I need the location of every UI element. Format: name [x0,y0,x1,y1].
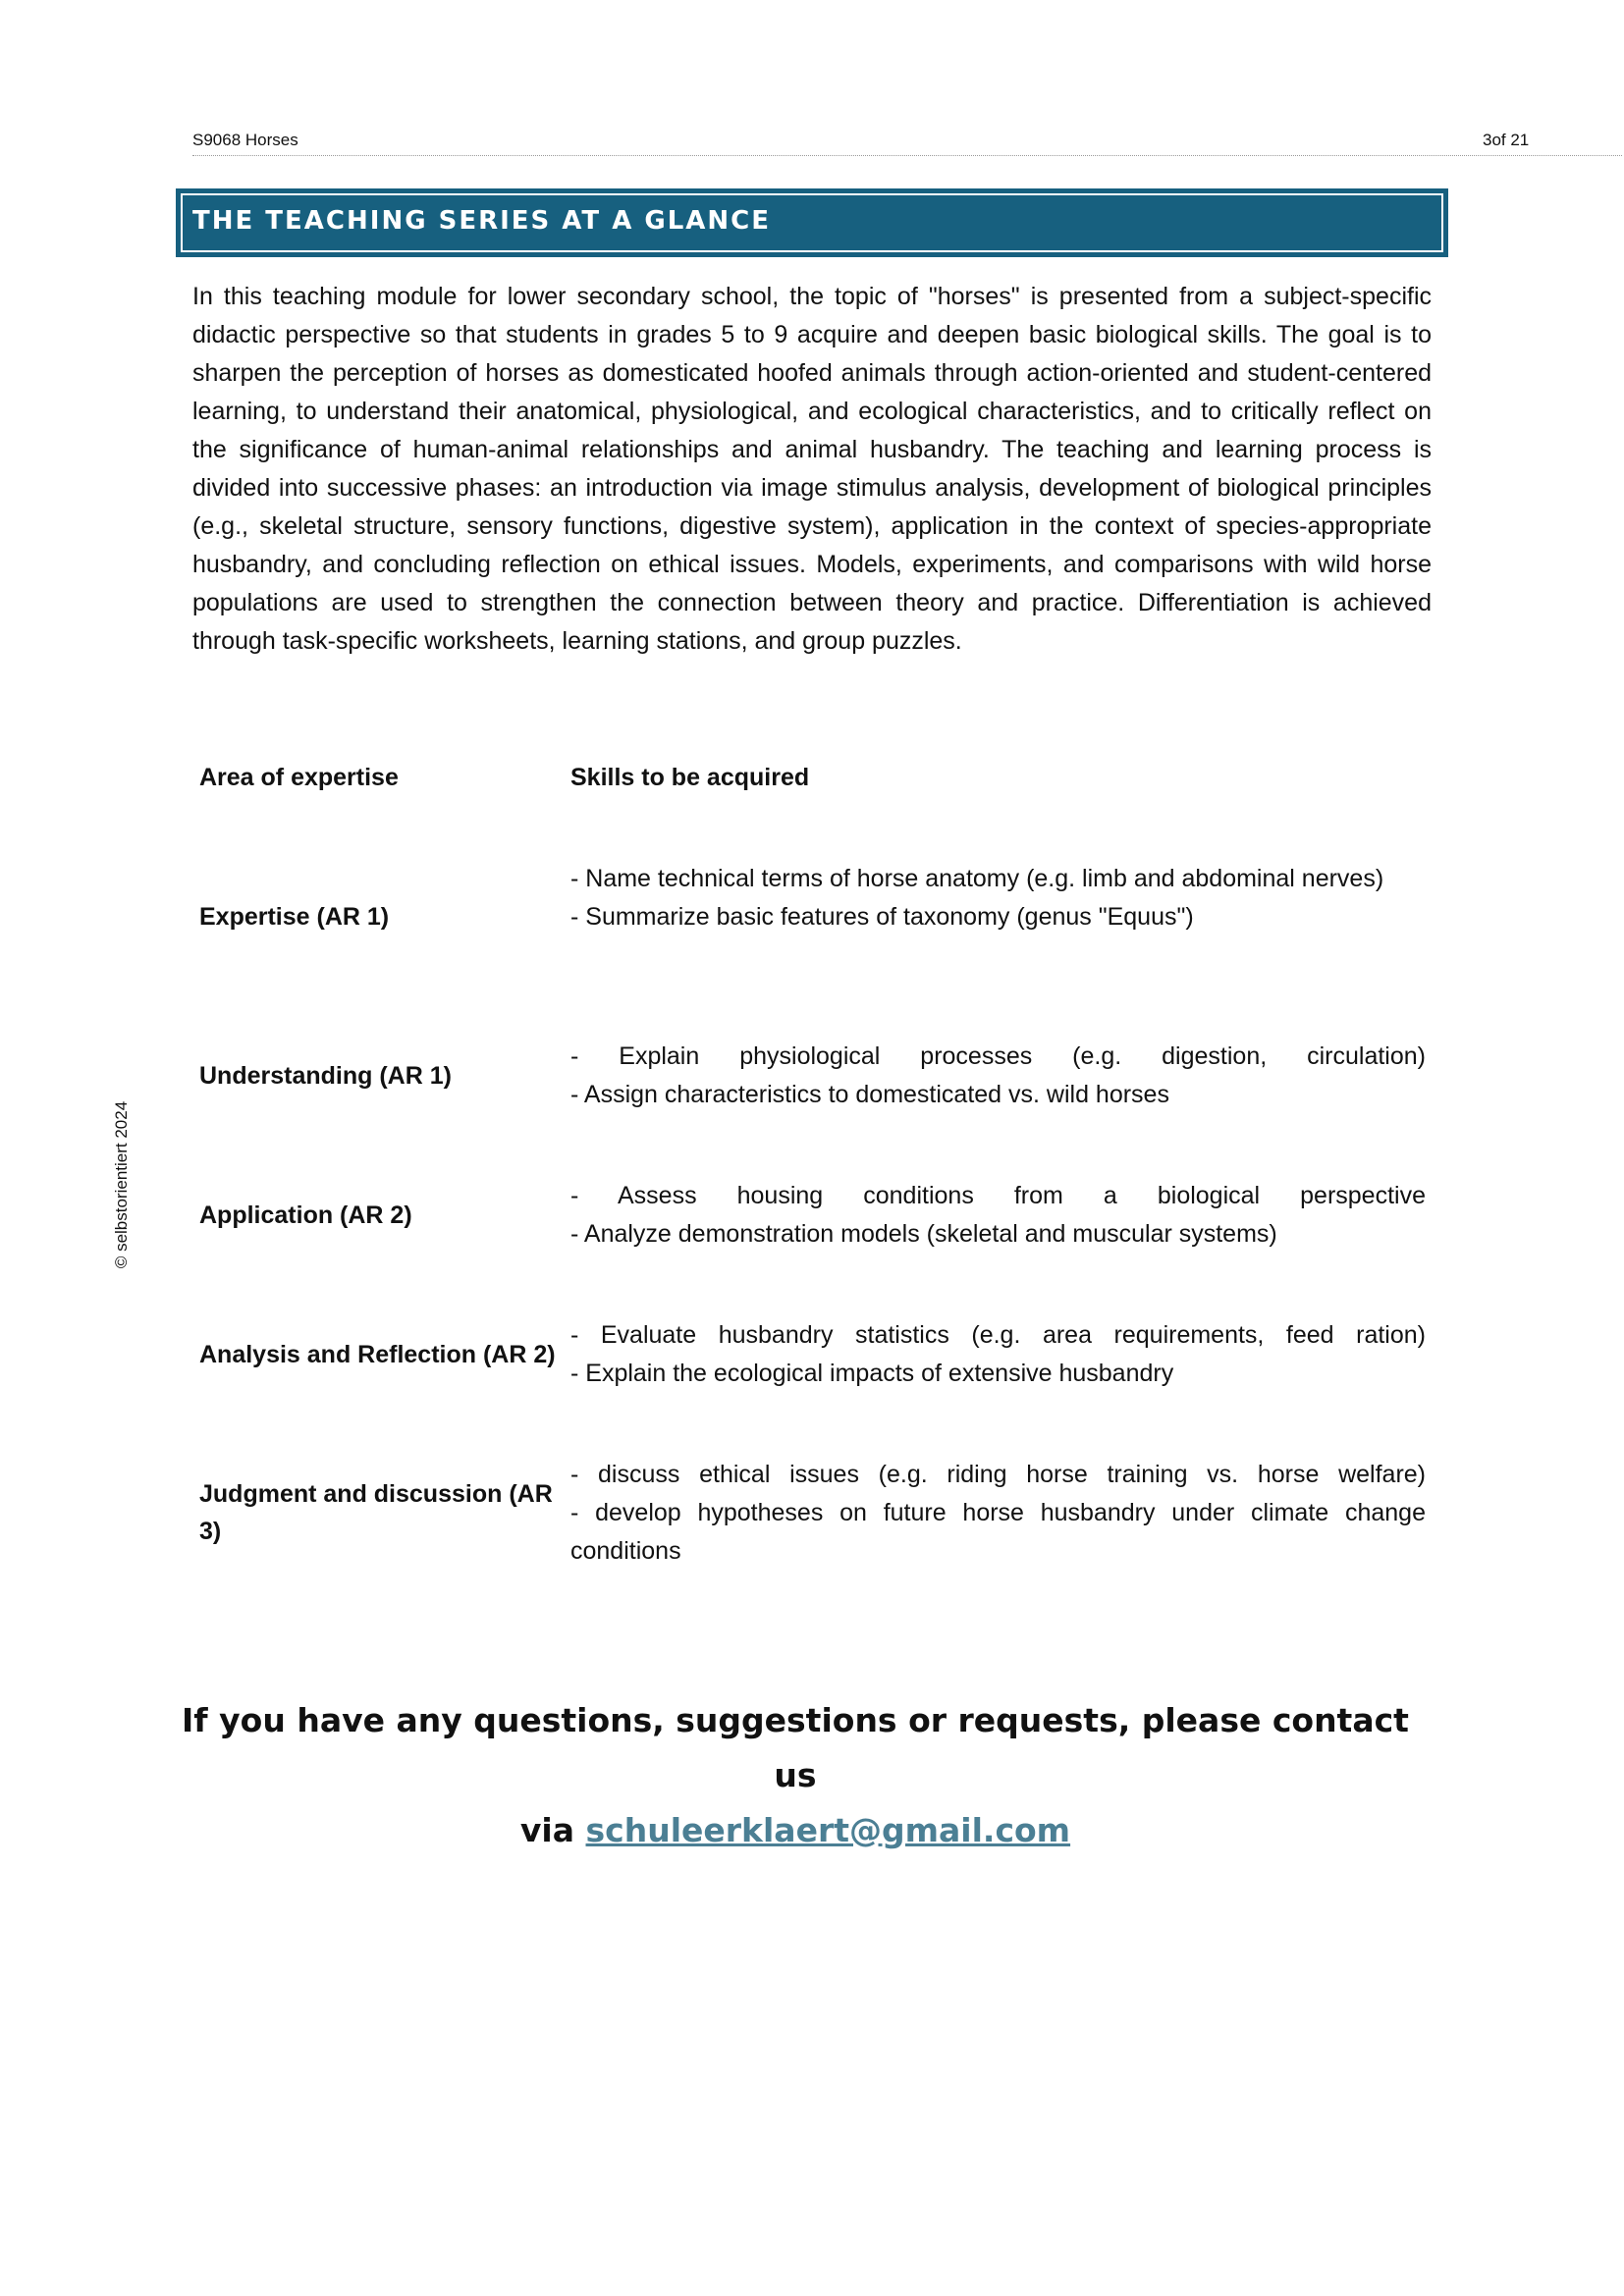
column-header-area: Area of expertise [199,764,399,791]
area-label-judgment: Judgment and discussion (AR 3) [199,1480,553,1545]
skills-cell-understanding [570,1038,1426,1114]
column-header-skills: Skills to be acquired [570,764,810,791]
area-label-understanding: Understanding (AR 1) [199,1062,452,1090]
page-number: 3of 21 [1483,131,1530,149]
skills-cell-analysis [570,1316,1426,1393]
skill-item: - Explain the ecological impacts of extensive husbandry [570,1360,1174,1387]
skill-item: - Analyze demonstration models (skeletal and muscular systems) [570,1220,1277,1248]
skill-item: - Explain physiological processes (e.g. digestion, circulation) [570,1042,1426,1070]
document-title: S9068 Horses [192,131,298,149]
section-banner [181,193,1443,252]
skill-item: - Name technical terms of horse anatomy (e.g. limb and abdominal nerves) [570,865,1384,892]
skill-item: - develop hypotheses on future horse husbandry under climate change conditions [570,1499,1426,1565]
area-label-analysis: Analysis and Reflection (AR 2) [199,1341,556,1368]
skills-cell-application [570,1177,1426,1254]
contact-via: via [519,1811,575,1849]
intro-paragraph: In this teaching module for lower secondary school, the topic of "horses" is presented from a subject-specific didactic perspective so that students in grades 5 to 9 acquire and deepen basic biological skills. The goal is to sharpen the perception of horses as domesticated hoofed animals through action-oriented and student-centered learning, to understand their anatomical, physiological, and ecological characteristics, and to critically reflect on the significance of human-animal relationships and animal husbandry. The teaching and learning process is divided into successive phases: an introduction via image stimulus analysis, development of biological principles (e.g., skeletal structure, sensory functions, digestive system), application in the context of species-appropriate husbandry, and concluding reflection on ethical issues. Models, experiments, and comparisons with wild horse populations are used to strengthen the connection between theory and practice. Differentiation is achieved through task-specific worksheets, learning stations, and group puzzles. [192,283,1432,655]
skills-cell-expertise [570,860,1426,936]
skill-item: - Summarize basic features of taxonomy (genus "Equus") [570,903,1194,931]
skills-cell-judgment [570,1456,1426,1571]
area-label-application: Application (AR 2) [199,1201,412,1229]
page-header [192,128,1622,156]
contact-block [157,1693,1434,1858]
skill-item: - discuss ethical issues (e.g. riding horse training vs. horse welfare) [570,1461,1426,1488]
skill-item: - Evaluate husbandry statistics (e.g. area requirements, feed ration) [570,1321,1426,1349]
contact-text: If you have any questions, suggestions or requests, please contact us [182,1701,1409,1794]
section-title: THE TEACHING SERIES AT A GLANCE [192,206,772,236]
skill-item: - Assign characteristics to domesticated vs. wild horses [570,1081,1169,1108]
copyright-note: © selbstorientiert 2024 [112,1100,131,1269]
skill-item: - Assess housing conditions from a biological perspective [570,1182,1426,1209]
area-label-expertise: Expertise (AR 1) [199,903,390,931]
contact-line [157,1803,1434,1858]
email-link[interactable]: schuleerklaert@gmail.com [585,1811,1071,1849]
